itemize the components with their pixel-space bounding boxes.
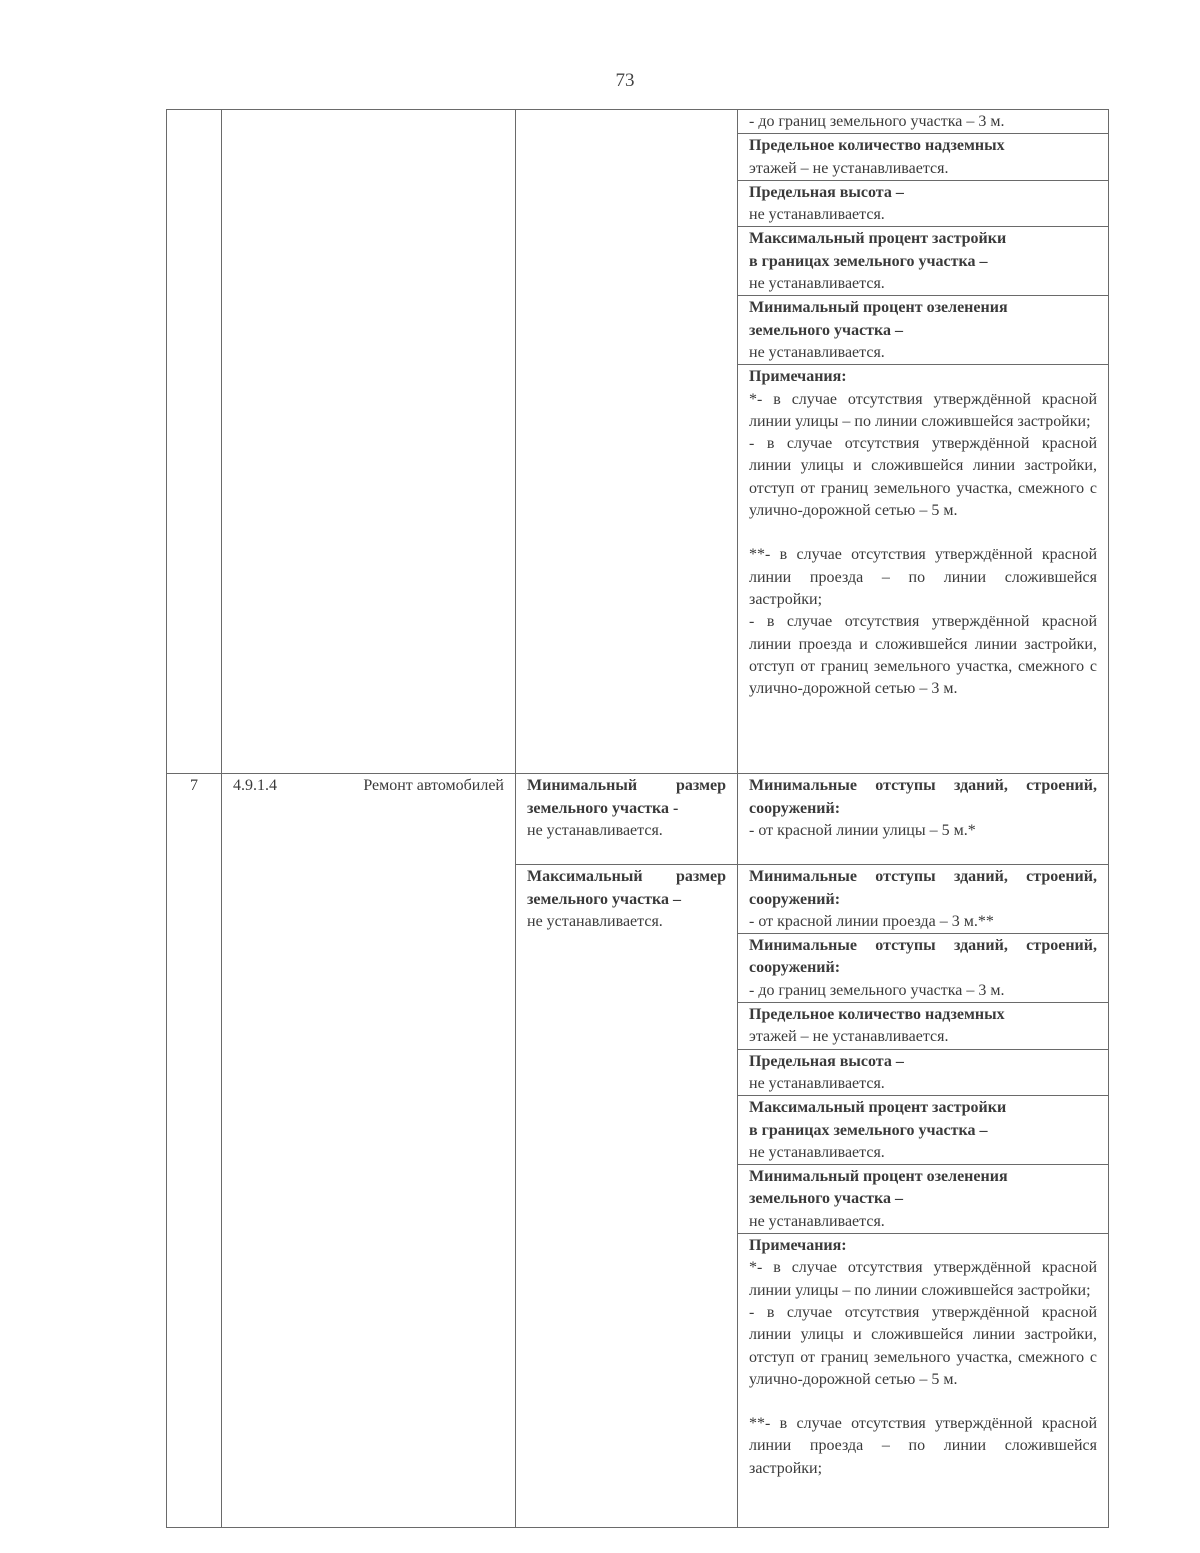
min-size-value: не устанавливается.	[527, 821, 663, 839]
param-cell	[738, 180, 1109, 227]
page-number: 73	[615, 70, 635, 91]
param-value: не устанавливается.	[749, 1143, 885, 1161]
max-size-title: Максимальный размер земельного участка –	[527, 868, 726, 908]
param-value: - от красной линии проезда – 3 м.**	[749, 912, 994, 930]
use-type-code: 4.9.1.4	[233, 777, 277, 795]
param-value: - до границ земельного участка – 3 м.	[749, 981, 1005, 999]
use-type-name: Ремонт автомобилей	[363, 777, 504, 795]
notes-cell	[738, 1234, 1109, 1528]
note-paragraph: **- в случае отсутствия утверждённой красной линии проезда – по линии сложившейся застройки;	[749, 546, 1097, 608]
cell-size-continued	[516, 110, 738, 774]
param-title: Предельная высота –	[749, 183, 904, 201]
param-line: - до границ земельного участка – 3 м.	[749, 113, 1005, 130]
max-size-value: не устанавливается.	[527, 912, 663, 930]
min-size-title: Минимальный размер земельного участка -	[527, 777, 726, 817]
param-title: Максимальный процент застройки	[749, 1099, 1007, 1117]
param-value: этажей – не устанавливается.	[749, 1028, 949, 1046]
param-title: Минимальный процент озеленения	[749, 1168, 1008, 1186]
param-title: Минимальные отступы зданий, строений, сооружений:	[749, 937, 1097, 977]
param-title: Предельная высота –	[749, 1052, 904, 1070]
notes-cell	[738, 365, 1109, 774]
param-title: Минимальный процент озеленения	[749, 299, 1008, 317]
note-paragraph: **- в случае отсутствия утверждённой красной линии проезда – по линии сложившейся застройки;	[749, 1415, 1097, 1477]
param-title: Минимальные отступы зданий, строений, сооружений:	[749, 868, 1097, 908]
param-cell	[738, 110, 1109, 134]
regulations-table	[166, 109, 1109, 1528]
row-number: 7	[167, 774, 222, 1528]
param-title: земельного участка –	[749, 321, 904, 339]
param-value: не устанавливается.	[749, 343, 885, 361]
param-value: не устанавливается.	[749, 1212, 885, 1230]
param-cell	[738, 934, 1109, 1003]
cell-name-continued	[222, 110, 516, 774]
cell-num-continued	[167, 110, 222, 774]
notes-title: Примечания:	[749, 368, 847, 386]
param-cell	[738, 1003, 1109, 1050]
param-value: - от красной линии улицы – 5 м.*	[749, 821, 976, 839]
param-cell	[738, 865, 1109, 934]
param-cell	[738, 774, 1109, 865]
notes-title: Примечания:	[749, 1237, 847, 1255]
param-value: не устанавливается.	[749, 1074, 885, 1092]
param-value: не устанавливается.	[749, 275, 885, 293]
param-title: Максимальный процент застройки	[749, 230, 1007, 248]
param-value: не устанавливается.	[749, 206, 885, 224]
max-size-cell	[516, 865, 738, 1528]
param-cell	[738, 134, 1109, 181]
param-cell	[738, 296, 1109, 365]
param-title: в границах земельного участка –	[749, 1121, 988, 1139]
param-title: в границах земельного участка –	[749, 252, 988, 270]
param-title: Минимальные отступы зданий, строений, сооружений:	[749, 777, 1097, 817]
note-paragraph: - в случае отсутствия утверждённой красной линии улицы и сложившейся линии застройки, отступ от границ земельного участка, смежного с улично-дорожной сетью – 5 м.	[749, 1303, 1097, 1388]
min-size-cell	[516, 774, 738, 865]
param-cell	[738, 1049, 1109, 1096]
param-cell	[738, 1096, 1109, 1165]
param-cell	[738, 1165, 1109, 1234]
param-value: этажей – не устанавливается.	[749, 159, 949, 177]
note-paragraph: *- в случае отсутствия утверждённой красной линии улицы – по линии сложившейся застройки;	[749, 1259, 1097, 1299]
use-type-cell	[222, 774, 516, 1528]
param-title: земельного участка –	[749, 1190, 904, 1208]
param-title: Предельное количество надземных	[749, 137, 1005, 155]
note-paragraph: - в случае отсутствия утверждённой красной линии улицы и сложившейся линии застройки, отступ от границ земельного участка, смежного с улично-дорожной сетью – 5 м.	[749, 435, 1097, 520]
note-paragraph: *- в случае отсутствия утверждённой красной линии улицы – по линии сложившейся застройки;	[749, 390, 1097, 430]
note-paragraph: - в случае отсутствия утверждённой красной линии проезда и сложившейся линии застройки, отступ от границ земельного участка, смежного с улично-дорожной сетью – 3 м.	[749, 613, 1097, 698]
param-title: Предельное количество надземных	[749, 1006, 1005, 1024]
param-cell	[738, 227, 1109, 296]
